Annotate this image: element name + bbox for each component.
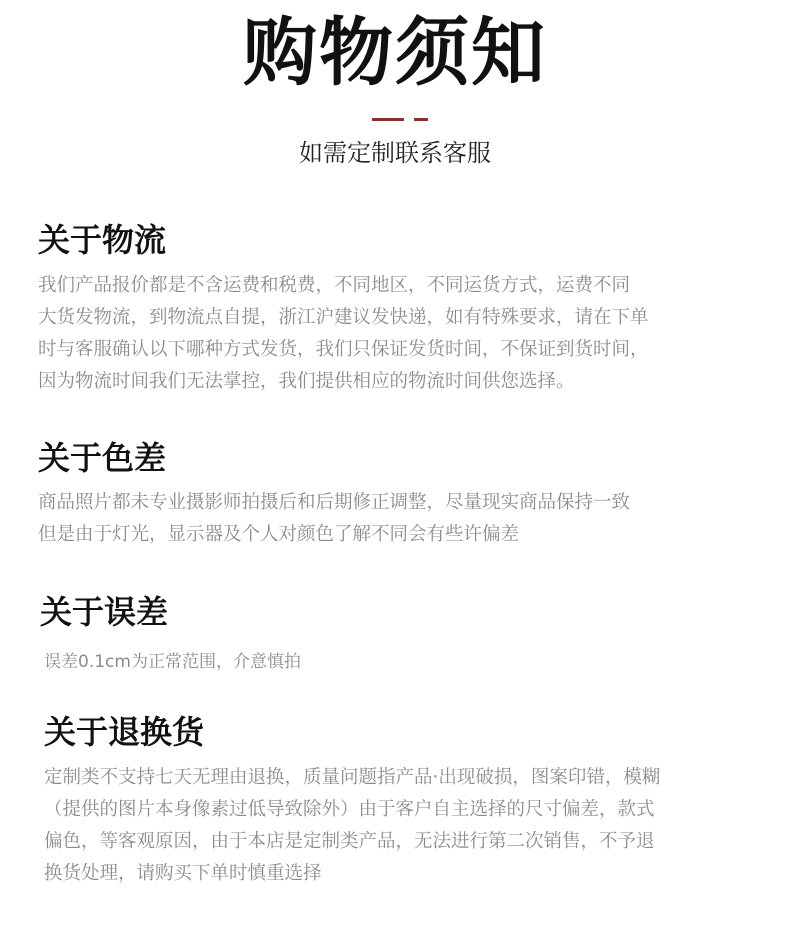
divider-segment-long bbox=[372, 118, 404, 121]
body-line: 时与客服确认以下哪种方式发货，我们只保证发货时间，不保证到货时间， bbox=[38, 339, 649, 360]
section-body-returns bbox=[44, 762, 660, 890]
body-line: 定制类不支持七天无理由退换，质量问题指产品·出现破损，图案印错，模糊 bbox=[44, 767, 661, 788]
section-heading-returns: 关于退换货 bbox=[44, 713, 205, 751]
body-line: 偏色，等客观原因，由于本店是定制类产品，无法进行第二次销售，不予退 bbox=[44, 831, 655, 852]
section-heading-color-difference: 关于色差 bbox=[38, 439, 167, 477]
section-heading-logistics: 关于物流 bbox=[38, 221, 167, 259]
page-subtitle: 如需定制联系客服 bbox=[299, 139, 491, 167]
body-line: 大货发物流，到物流点自提，浙江沪建议发快递，如有特殊要求，请在下单 bbox=[38, 307, 649, 328]
body-line: （提供的图片本身像素过低导致除外）由于客户自主选择的尺寸偏差，款式 bbox=[44, 799, 655, 820]
section-body-size-error bbox=[44, 646, 301, 678]
divider-segment-short bbox=[414, 118, 428, 121]
body-line: 但是由于灯光，显示器及个人对颜色了解不同会有些许偏差 bbox=[38, 524, 520, 545]
body-line: 误差0.1cm为正常范围，介意慎拍 bbox=[44, 652, 301, 672]
section-body-logistics bbox=[38, 270, 649, 398]
body-line: 因为物流时间我们无法掌控，我们提供相应的物流时间供您选择。 bbox=[38, 371, 575, 392]
section-body-color-difference bbox=[38, 487, 630, 551]
body-line: 我们产品报价都是不含运费和税费，不同地区，不同运货方式，运费不同 bbox=[38, 275, 631, 296]
body-line: 换货处理，请购买下单时慎重选择 bbox=[44, 863, 322, 884]
section-heading-size-error: 关于误差 bbox=[40, 593, 169, 631]
page-title: 购物须知 bbox=[243, 10, 547, 96]
body-line: 商品照片都未专业摄影师拍摄后和后期修正调整，尽量现实商品保持一致 bbox=[38, 492, 631, 513]
title-divider bbox=[372, 118, 428, 121]
